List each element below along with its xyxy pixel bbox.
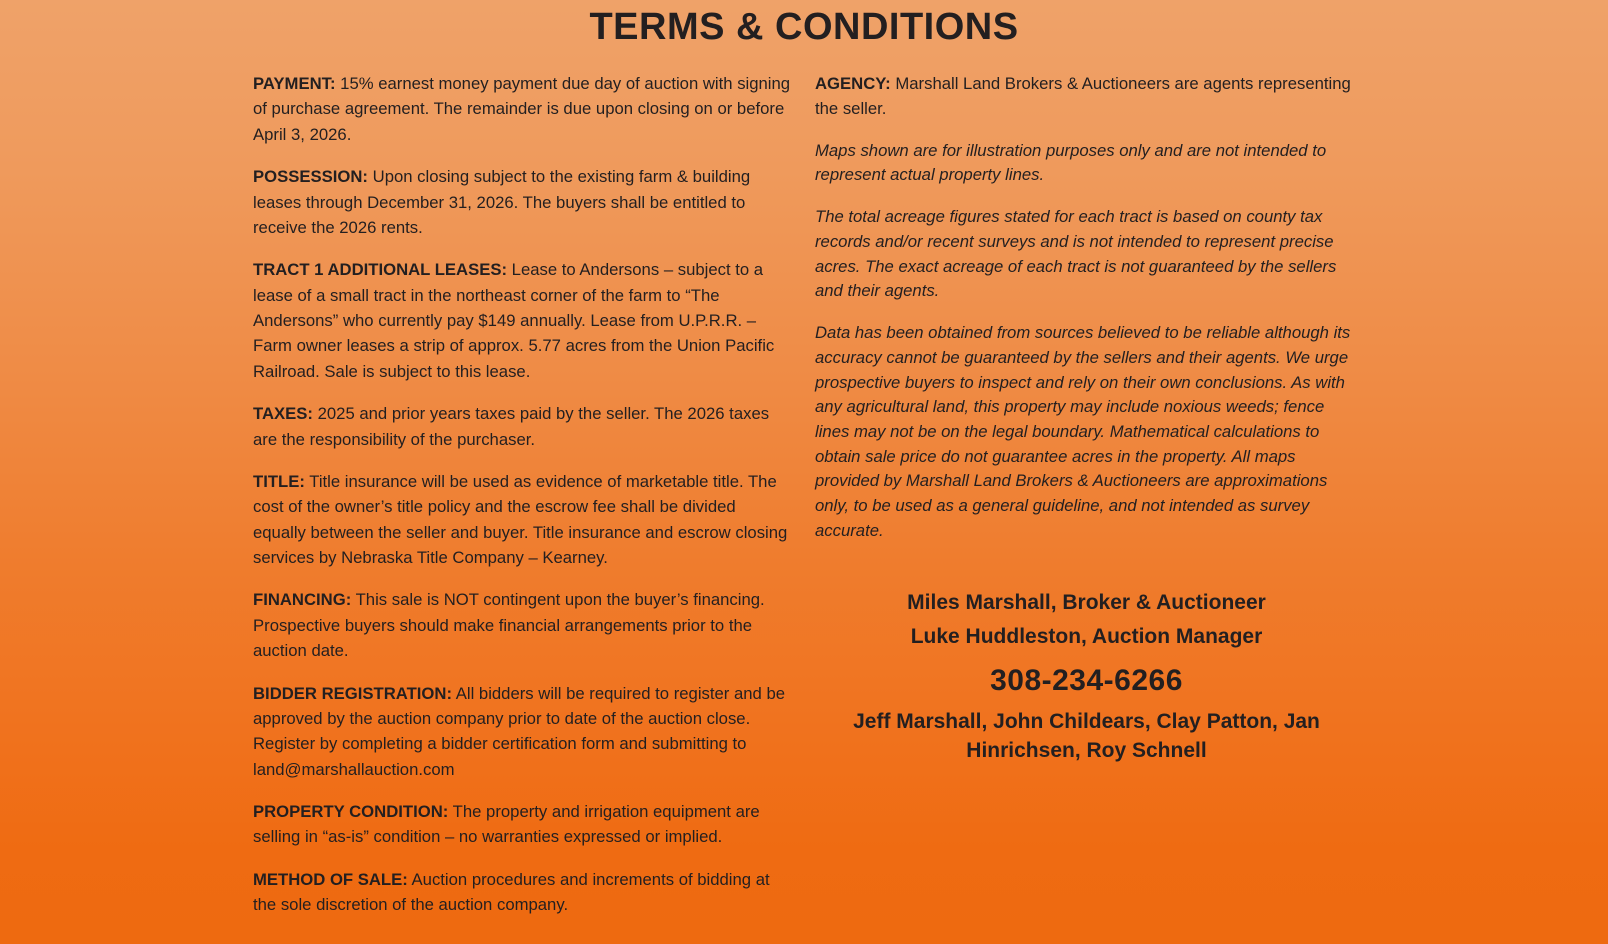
two-column-body bbox=[0, 49, 1608, 935]
terms-label-property-condition: PROPERTY CONDITION: bbox=[253, 802, 449, 821]
terms-text-agency: Marshall Land Brokers & Auctioneers are agents representing the seller. bbox=[815, 74, 1351, 119]
right-column bbox=[815, 71, 1358, 935]
terms-text-property-condition: The property and irrigation equipment are selling in “as-is” condition – no warranties expressed or implied. bbox=[253, 802, 760, 847]
disclaimer-acreage: The total acreage figures stated for each tract is based on county tax records and/or recent surveys and is not intended to represent precise acres. The exact acreage of each tract is not guaranteed by the sellers and their agents. bbox=[815, 207, 1337, 301]
disclaimer-data-accuracy: Data has been obtained from sources believed to be reliable although its accuracy cannot be guaranteed by the sellers and their agents. We urge prospective buyers to inspect and rely on their own conclusions. As with any agricultural land, this property may include noxious weeds; fence lines may not be on the legal boundary. Mathematical calculations to obtain sale price do not guarantee acres in the property. All maps provided by Marshall Land Brokers & Auctioneers are approximations only, to be used as a general guideline, and not intended as survey accurate. bbox=[815, 323, 1351, 540]
page-title: TERMS & CONDITIONS bbox=[589, 6, 1019, 48]
terms-paragraph-possession bbox=[253, 164, 793, 240]
contact-phone[interactable]: 308-234-6266 bbox=[990, 663, 1183, 697]
terms-text-method-of-sale: Auction procedures and increments of bidding at the sole discretion of the auction company. bbox=[253, 869, 770, 915]
terms-text-financing: This sale is NOT contingent upon the buyer’s financing. Prospective buyers should make financial arrangements prior to the auction date. bbox=[253, 590, 765, 661]
terms-text-possession: Upon closing subject to the existing farm & building leases through December 31, 2026. The buyers shall be entitled to receive the 2026 rents. bbox=[253, 167, 751, 237]
disclaimer-maps: Maps shown are for illustration purposes only and are not intended to represent actual property lines. bbox=[815, 140, 1327, 185]
terms-label-taxes: TAXES: bbox=[253, 404, 313, 424]
contact-block bbox=[815, 586, 1358, 766]
terms-text-bidder-registration: All bidders will be required to register and be approved by the auction company prior to date of the auction close. Register by completing a bidder certification form and submitting to land@marshallauction.com bbox=[253, 683, 786, 779]
terms-label-financing: FINANCING: bbox=[253, 590, 352, 610]
contact-agent-names: Jeff Marshall, John Childears, Clay Patton, Jan Hinrichsen, Roy Schnell bbox=[853, 709, 1320, 762]
terms-paragraph-taxes bbox=[253, 401, 793, 452]
left-column bbox=[253, 71, 793, 935]
terms-paragraph-title bbox=[253, 469, 793, 571]
terms-paragraph-payment bbox=[253, 71, 793, 147]
contact-auction-manager: Luke Huddleston, Auction Manager bbox=[910, 625, 1263, 649]
terms-label-title: TITLE: bbox=[253, 471, 305, 491]
terms-paragraph-property-condition bbox=[253, 799, 793, 850]
terms-paragraph-agency bbox=[815, 71, 1358, 122]
terms-label-payment: PAYMENT: bbox=[253, 74, 336, 93]
terms-label-tract-1-additional-leases: TRACT 1 ADDITIONAL LEASES: bbox=[253, 260, 508, 280]
terms-text-payment: 15% earnest money payment due day of auction with signing of purchase agreement. The remainder is due upon closing on or before April 3, 2026. bbox=[253, 74, 791, 144]
terms-label-bidder-registration: BIDDER REGISTRATION: bbox=[253, 683, 453, 703]
contact-broker: Miles Marshall, Broker & Auctioneer bbox=[907, 590, 1266, 614]
terms-text-taxes: 2025 and prior years taxes paid by the seller. The 2026 taxes are the responsibility of the purchaser. bbox=[253, 404, 770, 449]
terms-paragraph-tract-1-additional-leases bbox=[253, 257, 793, 384]
terms-paragraph-financing bbox=[253, 587, 793, 663]
terms-paragraph-method-of-sale bbox=[253, 867, 793, 918]
terms-text-title: Title insurance will be used as evidence of marketable title. The cost of the owner’s title policy and the escrow fee shall be divided equally between the seller and buyer. Title insurance and escrow closing services by Nebraska Title Company – Kearney. bbox=[253, 471, 788, 567]
terms-label-agency: AGENCY: bbox=[815, 74, 891, 93]
terms-label-possession: POSSESSION: bbox=[253, 167, 368, 187]
terms-paragraph-bidder-registration bbox=[253, 681, 793, 783]
terms-label-method-of-sale: METHOD OF SALE: bbox=[253, 869, 408, 889]
terms-text-tract-1-additional-leases: Lease to Andersons – subject to a lease of a small tract in the northeast corner of the farm to “The Andersons” who currently pay $149 annually. Lease from U.P.R.R. – Farm owner leases a strip of approx. 5.77 acres from the Union Pacific Railroad. Sale is subject to this lease. bbox=[253, 260, 775, 381]
